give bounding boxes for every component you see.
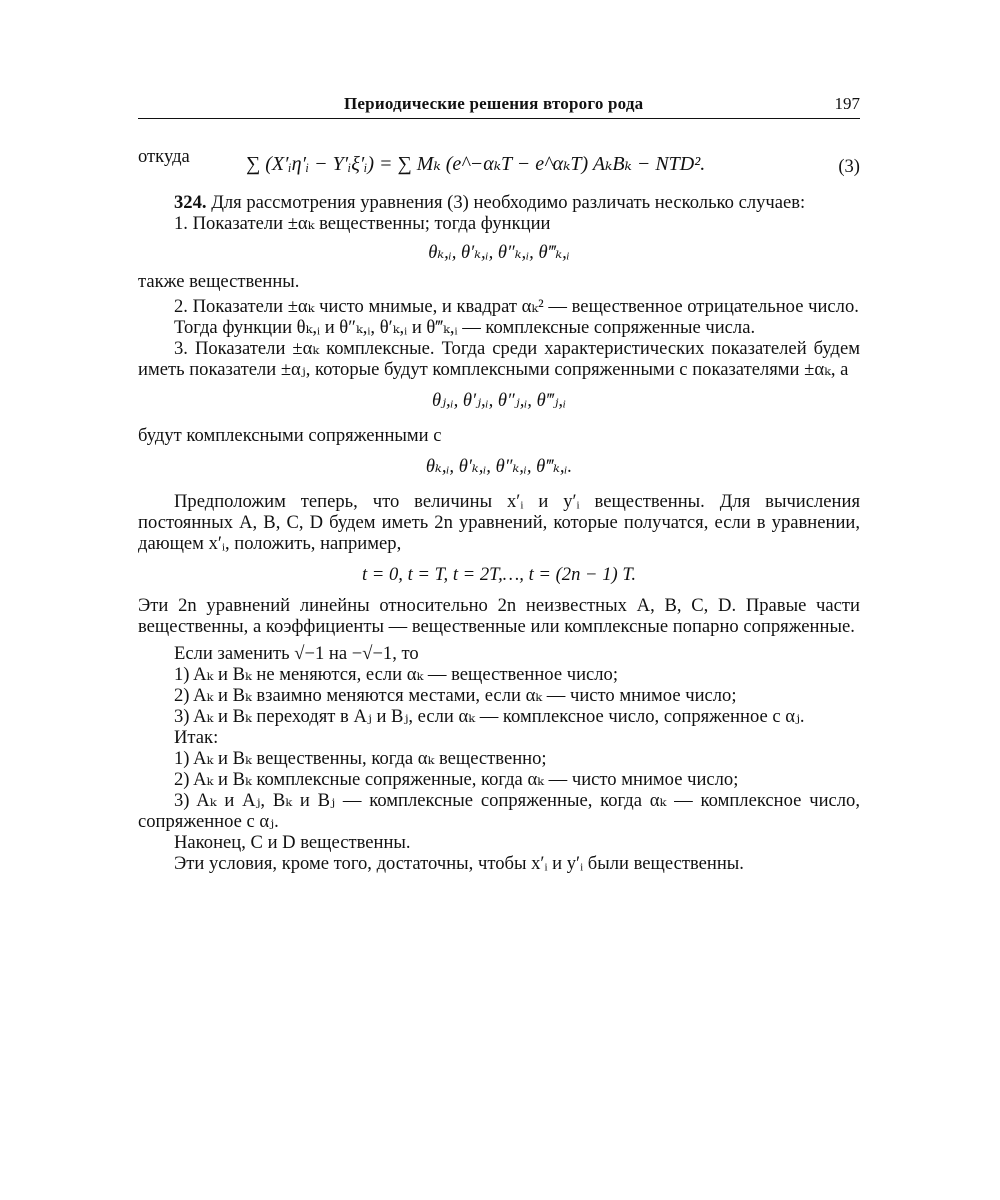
case-3-formula-j: θⱼ,ᵢ, θ′ⱼ,ᵢ, θ″ⱼ,ᵢ, θ‴ⱼ,ᵢ bbox=[431, 390, 567, 411]
case-2-more: Тогда функции θₖ,ᵢ и θ″ₖ,ᵢ, θ′ₖ,ᵢ и θ‴ₖ,ᵢ — комплексные сопряженные числа. bbox=[174, 317, 756, 338]
equation-3-block bbox=[138, 146, 860, 178]
summary-item-2: 2) Aₖ и Bₖ комплексные сопряженные, когда αₖ — чисто мнимое число; bbox=[174, 769, 739, 790]
replace-item-1: 1) Aₖ и Bₖ не меняются, если αₖ — вещественное число; bbox=[174, 664, 619, 685]
time-values-formula: t = 0, t = T, t = 2T,…, t = (2n − 1) T. bbox=[361, 564, 636, 585]
page-body bbox=[138, 146, 860, 874]
case-3-text: 3. Показатели ±αₖ комплексные. Тогда среди характеристических показателей будем иметь показатели ±αⱼ, которые будут комплексными сопряженными с показателями ±αₖ, а bbox=[138, 338, 860, 380]
header-title: Периодические решения второго рода bbox=[344, 94, 644, 113]
assume-paragraph: Предположим теперь, что величины x′ᵢ и y′ᵢ вещественны. Для вычисления постоянных A, B, C, D будем иметь 2n уравнений, которые получатся, если в уравнении, дающем x′ᵢ, положить, например, bbox=[138, 491, 860, 554]
case-3-mid: будут комплексными сопряженными с bbox=[138, 425, 442, 446]
case-3-formula-k: θₖ,ᵢ, θ′ₖ,ᵢ, θ″ₖ,ᵢ, θ‴ₖ,ᵢ. bbox=[425, 456, 573, 477]
summary-item-3: 3) Aₖ и Aⱼ, Bₖ и Bⱼ — комплексные сопряженные, когда αₖ — комплексное число, сопряженное с αⱼ. bbox=[138, 790, 860, 832]
replace-sqrt-text: Если заменить √−1 на −√−1, то bbox=[174, 643, 419, 664]
section-intro-text: Для рассмотрения уравнения (3) необходимо различать несколько случаев: bbox=[211, 192, 806, 213]
section-number: 324. bbox=[174, 192, 207, 213]
summary-finally: Наконец, C и D вещественны. bbox=[174, 832, 411, 853]
case-2-text: 2. Показатели ±αₖ чисто мнимые, и квадрат αₖ² — вещественное отрицательное число. bbox=[174, 296, 859, 317]
replace-item-3: 3) Aₖ и Bₖ переходят в Aⱼ и Bⱼ, если αₖ — комплексное число, сопряженное с αⱼ. bbox=[174, 706, 805, 727]
summary-lead: Итак: bbox=[174, 727, 219, 748]
case-1-text: 1. Показатели ±αₖ вещественны; тогда функции bbox=[174, 213, 551, 234]
case-1-end: также вещественны. bbox=[138, 271, 300, 292]
summary-closing: Эти условия, кроме того, достаточны, чтобы x′ᵢ и y′ᵢ были вещественны. bbox=[174, 853, 744, 874]
linear-equations-paragraph: Эти 2n уравнений линейны относительно 2n неизвестных A, B, C, D. Правые части вещественны, а коэффициенты — вещественные или комплексные попарно сопряженные. bbox=[138, 595, 860, 637]
equation-3: ∑ (X′ᵢη′ᵢ − Y′ᵢξ′ᵢ) = ∑ Mₖ (e^−αₖT − e^αₖT) AₖBₖ − NTD². bbox=[246, 153, 706, 175]
equation-lead-word: откуда bbox=[138, 146, 190, 167]
running-header bbox=[138, 94, 860, 119]
replace-item-2: 2) Aₖ и Bₖ взаимно меняются местами, если αₖ — чисто мнимое число; bbox=[174, 685, 737, 706]
equation-number: (3) bbox=[838, 156, 860, 177]
summary-item-1: 1) Aₖ и Bₖ вещественны, когда αₖ вещественно; bbox=[174, 748, 547, 769]
section-324-intro bbox=[138, 192, 860, 213]
page-number: 197 bbox=[834, 94, 860, 113]
case-1-formula: θₖ,ᵢ, θ′ₖ,ᵢ, θ″ₖ,ᵢ, θ‴ₖ,ᵢ bbox=[428, 242, 570, 263]
